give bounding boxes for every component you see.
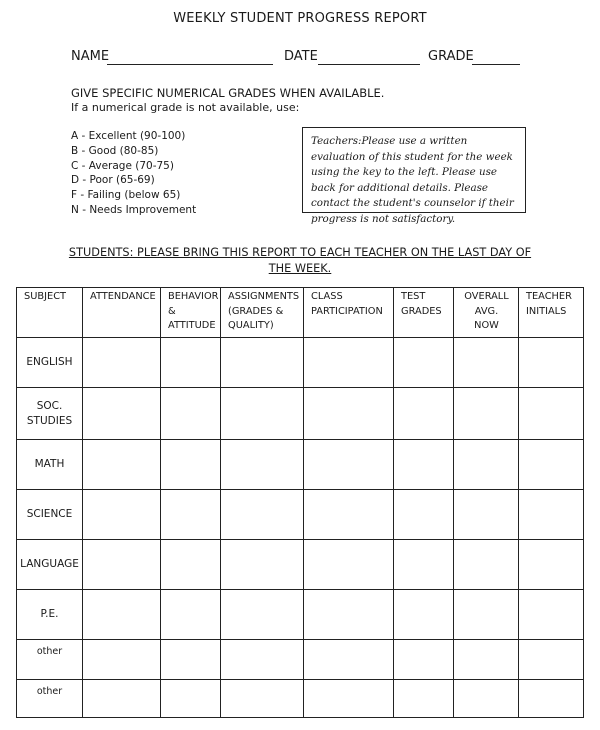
grade-cell[interactable]: [221, 590, 304, 640]
grade-cell[interactable]: [83, 490, 161, 540]
grade-cell[interactable]: [454, 640, 519, 680]
subject-cell: P.E.: [17, 590, 83, 640]
table-row: [17, 338, 584, 388]
grade-cell[interactable]: [394, 490, 454, 540]
grade-cell[interactable]: [519, 388, 584, 440]
grade-cell[interactable]: [161, 440, 221, 490]
grade-cell[interactable]: [519, 490, 584, 540]
grade-cell[interactable]: [394, 680, 454, 718]
subject-cell: other: [17, 680, 83, 718]
grade-cell[interactable]: [394, 640, 454, 680]
grade-cell[interactable]: [454, 490, 519, 540]
date-label: DATE: [284, 49, 318, 64]
grade-cell[interactable]: [394, 338, 454, 388]
name-field[interactable]: [107, 64, 273, 65]
grade-cell[interactable]: [454, 388, 519, 440]
grade-cell[interactable]: [83, 680, 161, 718]
grade-cell[interactable]: [304, 640, 394, 680]
table-row: [17, 440, 584, 490]
column-header: ATTENDANCE: [83, 288, 161, 338]
table-row: [17, 540, 584, 590]
table-row: [17, 388, 584, 440]
subject-cell: LANGUAGE: [17, 540, 83, 590]
grade-key-item: C - Average (70-75): [71, 159, 174, 172]
grade-cell[interactable]: [221, 640, 304, 680]
subject-cell: other: [17, 640, 83, 680]
grade-cell[interactable]: [83, 540, 161, 590]
grade-cell[interactable]: [394, 388, 454, 440]
grade-cell[interactable]: [394, 440, 454, 490]
subject-cell: SCIENCE: [17, 490, 83, 540]
table-row: [17, 680, 584, 718]
column-header: SUBJECT: [17, 288, 83, 338]
grade-cell[interactable]: [304, 338, 394, 388]
grade-key: [71, 129, 196, 218]
grade-cell[interactable]: [304, 388, 394, 440]
grade-key-item: F - Failing (below 65): [71, 189, 181, 202]
grade-cell[interactable]: [394, 540, 454, 590]
grade-cell[interactable]: [161, 590, 221, 640]
progress-table: [16, 287, 584, 718]
grade-cell[interactable]: [83, 388, 161, 440]
grade-cell[interactable]: [454, 540, 519, 590]
grade-cell[interactable]: [454, 590, 519, 640]
name-label: NAME: [71, 49, 110, 64]
banner-line-1: STUDENTS: PLEASE BRING THIS REPORT TO EACH TEACHER ON THE LAST DAY OF: [68, 246, 532, 259]
subject-cell: MATH: [17, 440, 83, 490]
grade-cell[interactable]: [83, 640, 161, 680]
teacher-note-box: [302, 127, 526, 225]
student-instruction-banner: [40, 245, 560, 277]
grade-cell[interactable]: [161, 388, 221, 440]
grade-key-item: D - Poor (65-69): [71, 174, 155, 187]
grade-cell[interactable]: [83, 338, 161, 388]
column-header: CLASS PARTICIPATION: [304, 288, 394, 338]
grade-cell[interactable]: [221, 338, 304, 388]
banner-line-2: THE WEEK.: [268, 262, 332, 275]
grade-cell[interactable]: [304, 540, 394, 590]
grade-cell[interactable]: [519, 680, 584, 718]
column-header: BEHAVIOR & ATTITUDE: [161, 288, 221, 338]
grade-key-item: A - Excellent (90-100): [71, 130, 186, 142]
grade-cell[interactable]: [519, 540, 584, 590]
grade-cell[interactable]: [304, 490, 394, 540]
grade-cell[interactable]: [304, 590, 394, 640]
grade-cell[interactable]: [83, 590, 161, 640]
grade-cell[interactable]: [454, 338, 519, 388]
grade-cell[interactable]: [304, 680, 394, 718]
column-header: ASSIGNMENTS (GRADES & QUALITY): [221, 288, 304, 338]
teacher-note-text: Teachers:Please use a written evaluation of this student for the week using the key to the left. Please use back for additional details. Please contact the student's counselor if their progress is not satisfactory.: [311, 135, 514, 225]
grade-field[interactable]: [472, 64, 520, 65]
table-header-row: [17, 288, 584, 338]
grade-cell[interactable]: [221, 540, 304, 590]
column-header: OVERALL AVG. NOW: [454, 288, 519, 338]
grade-cell[interactable]: [161, 680, 221, 718]
date-field[interactable]: [318, 64, 420, 65]
instruction-line-2: If a numerical grade is not available, use:: [71, 101, 300, 114]
grade-cell[interactable]: [221, 388, 304, 440]
grade-key-item: B - Good (80-85): [71, 144, 159, 157]
table-row: [17, 640, 584, 680]
grade-key-item: N - Needs Improvement: [71, 203, 197, 216]
grade-cell[interactable]: [221, 490, 304, 540]
grade-cell[interactable]: [161, 640, 221, 680]
grade-cell[interactable]: [454, 440, 519, 490]
instruction-line-1: GIVE SPECIFIC NUMERICAL GRADES WHEN AVAILABLE.: [71, 86, 385, 100]
grade-cell[interactable]: [221, 440, 304, 490]
column-header: TEST GRADES: [394, 288, 454, 338]
grade-cell[interactable]: [454, 680, 519, 718]
report-title: WEEKLY STUDENT PROGRESS REPORT: [173, 11, 427, 26]
grade-cell[interactable]: [161, 338, 221, 388]
subject-cell: ENGLISH: [17, 338, 83, 388]
column-header: TEACHER INITIALS: [519, 288, 584, 338]
grade-cell[interactable]: [161, 540, 221, 590]
grade-label: GRADE: [428, 49, 474, 64]
grade-cell[interactable]: [161, 490, 221, 540]
grade-cell[interactable]: [221, 680, 304, 718]
grade-cell[interactable]: [304, 440, 394, 490]
grade-cell[interactable]: [519, 640, 584, 680]
grade-cell[interactable]: [519, 440, 584, 490]
grade-cell[interactable]: [394, 590, 454, 640]
grade-cell[interactable]: [519, 590, 584, 640]
subject-cell: SOC. STUDIES: [17, 388, 83, 440]
grade-cell[interactable]: [519, 338, 584, 388]
table-row: [17, 490, 584, 540]
table-row: [17, 590, 584, 640]
grade-cell[interactable]: [83, 440, 161, 490]
